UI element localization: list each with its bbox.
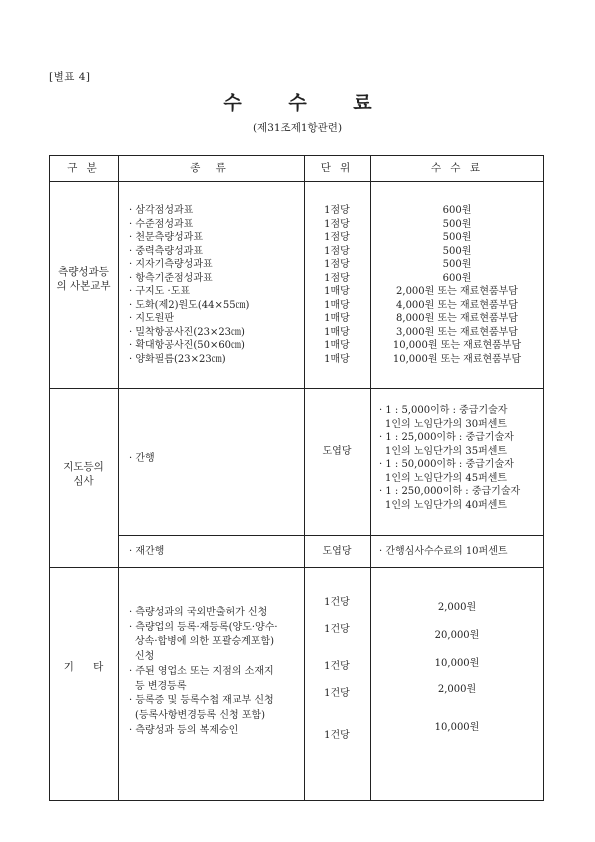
unit-value: 1건당: [324, 624, 350, 635]
header-fee: 수 수 료: [430, 162, 484, 174]
list-item: 신청: [135, 651, 155, 663]
list-item: (등록사항변경등록 신청 포함): [135, 709, 266, 721]
list-item: · 확대항공사진(50×60㎝): [129, 340, 245, 351]
list-item: · 측량업의 등록·재등록(양도·양수·: [129, 621, 278, 633]
header-unit: 단 위: [320, 162, 354, 174]
list-item: · 양화필름(23×23㎝): [129, 353, 226, 365]
list-item: · 천문측량성과표: [129, 232, 203, 243]
fee-line: · 1 : 250,000이하 : 중급기술자: [379, 486, 521, 497]
item-republication: · 재간행: [129, 546, 165, 557]
other-item-list: [129, 606, 278, 738]
category-line: 측량성과등: [58, 266, 109, 278]
fee-line: 1인의 노임단가의 40퍼센트: [385, 499, 508, 511]
unit-value: 1매당: [324, 340, 350, 351]
unit-value: 1점당: [324, 245, 350, 257]
list-item: · 주된 영업소 또는 지점의 소재지: [129, 665, 274, 677]
fee-value: 10,000원: [434, 658, 480, 669]
header-type: 종 류: [190, 162, 232, 174]
item-list: [129, 204, 249, 366]
list-item: · 측량성과 등의 복제승인: [129, 724, 239, 736]
category-other: [49, 660, 118, 674]
unit-publication: [304, 445, 370, 459]
category-line: 기 타: [63, 661, 112, 673]
list-item: · 삼각점성과표: [129, 205, 194, 216]
list-item: · 중력측량성과표: [129, 245, 203, 257]
fee-value: 10,000원 또는 재료현품부담: [392, 340, 522, 351]
fee-line: 1인의 노임단가의 35퍼센트: [385, 445, 508, 457]
row-divider: [49, 388, 544, 389]
list-item: · 항측기준점성과표: [129, 272, 213, 284]
item-publication: · 간행: [129, 453, 155, 464]
unit-value: 1매당: [324, 353, 350, 365]
annex-label: [별표 4]: [49, 71, 91, 83]
unit-value: 1건당: [324, 730, 350, 741]
fee-line: · 1 : 50,000이하 : 중급기술자: [379, 459, 514, 470]
fee-table: [49, 155, 544, 801]
unit-value: 1점당: [324, 272, 350, 284]
list-item: 등 변경등록: [135, 680, 187, 692]
unit-republication: [304, 545, 370, 559]
unit-value: 1매당: [324, 326, 350, 338]
unit-list: [304, 204, 370, 366]
category-line: 심사: [73, 475, 94, 487]
fee-value: 500원: [442, 259, 472, 270]
category-line: 지도등의: [63, 461, 104, 473]
fee-line: · 1 : 5,000이하 : 중급기술자: [379, 405, 508, 416]
document-subtitle: (제31조제1항관련): [252, 122, 343, 134]
header-category: 구 분: [67, 162, 100, 174]
fee-value: 3,000원 또는 재료현품부담: [396, 326, 518, 338]
list-item: · 등록증 및 등록수첩 재교부 신청: [129, 695, 274, 707]
fee-value: 10,000원 또는 재료현품부담: [392, 353, 522, 365]
list-item: · 수준점성과표: [129, 218, 194, 230]
row-divider: [118, 535, 544, 536]
fee-line: · 1 : 25,000이하 : 중급기술자: [379, 432, 514, 443]
fee-value: 4,000원 또는 재료현품부담: [396, 299, 518, 311]
unit-value: 1매당: [324, 299, 350, 311]
column-divider: [118, 155, 119, 801]
unit-value: 도엽당: [322, 546, 352, 557]
unit-value: 도엽당: [322, 446, 352, 457]
document-title: 수 수 료: [223, 92, 392, 114]
list-item: · 지자기측량성과표: [129, 259, 213, 270]
list-item: 상속·합병에 의한 포괄승계포함): [135, 636, 275, 648]
unit-value: 1매당: [324, 313, 350, 324]
fee-value: 2,000원: [437, 602, 477, 613]
row-divider: [49, 567, 544, 568]
fee-line: 1인의 노임단가의 45퍼센트: [385, 472, 508, 484]
unit-value: 1점당: [324, 259, 350, 270]
unit-value: 1점당: [324, 218, 350, 230]
fee-list: [370, 204, 544, 366]
fee-value: 600원: [442, 272, 472, 284]
unit-value: 1매당: [324, 286, 350, 297]
fee-value: 2,000원 또는 재료현품부담: [396, 286, 518, 297]
list-item: · 구지도 ·도표: [129, 286, 191, 297]
list-item: · 측량성과의 국외반출허가 신청: [129, 607, 268, 618]
category-map-review: [49, 460, 118, 488]
fee-value: 500원: [442, 245, 472, 257]
fee-value: 8,000원 또는 재료현품부담: [396, 313, 518, 324]
category-copy-issuance: [49, 265, 118, 293]
list-item: · 도화(제2)원도(44×55㎝): [129, 299, 250, 311]
fee-republication: · 간행심사수수료의 10퍼센트: [379, 546, 508, 557]
unit-value: 1건당: [324, 597, 350, 608]
fee-value: 20,000원: [434, 630, 480, 641]
list-item: · 지도원판: [129, 313, 174, 324]
fee-value: 600원: [442, 205, 472, 216]
fee-line: 1인의 노임단가의 30퍼센트: [385, 418, 508, 430]
category-line: 의 사본교부: [56, 280, 111, 292]
list-item: · 밀착항공사진(23×23㎝): [129, 326, 245, 338]
fee-publication: [379, 404, 520, 512]
fee-value: 2,000원: [437, 684, 477, 695]
unit-value: 1점당: [324, 205, 350, 216]
fee-value: 500원: [442, 232, 472, 243]
unit-value: 1건당: [324, 688, 350, 699]
unit-value: 1점당: [324, 232, 350, 243]
unit-value: 1건당: [324, 661, 350, 672]
fee-value: 10,000원: [434, 722, 480, 733]
header-divider: [49, 181, 544, 182]
fee-value: 500원: [442, 218, 472, 230]
